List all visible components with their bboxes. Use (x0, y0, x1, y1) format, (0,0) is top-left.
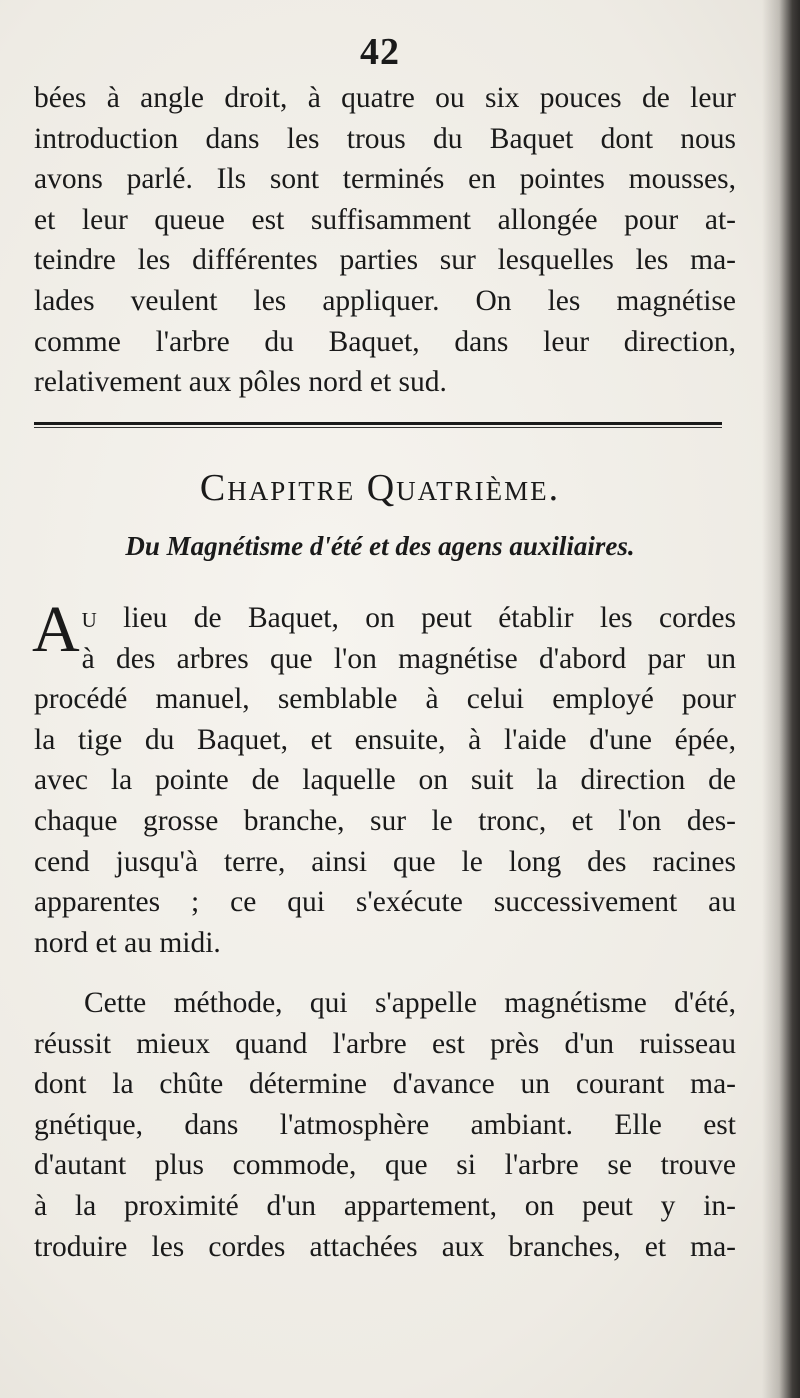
text-line: cend jusqu'à terre, ainsi que le long des racines (34, 845, 736, 878)
text-line: la tige du Baquet, et ensuite, à l'aide d'une épée, (34, 723, 736, 756)
top-paragraph (34, 78, 736, 403)
text-line: procédé manuel, semblable à celui employé pour (34, 683, 736, 716)
text-line: chaque grosse branche, sur le tronc, et l'on des- (34, 804, 736, 837)
chapter-title: Chapitre Quatrième. (199, 467, 561, 509)
binding-shadow (762, 0, 800, 1398)
text-line: comme l'arbre du Baquet, dans leur direction, (34, 325, 736, 358)
text-line: relativement aux pôles nord et sud. (34, 366, 447, 399)
divider-thick-line (34, 422, 722, 425)
text-line: lades veulent les appliquer. On les magnétise (34, 284, 736, 317)
text-line: à la proximité d'un appartement, on peut y in- (34, 1189, 736, 1222)
text-line: à des arbres que l'on magnétise d'abord par un (81, 642, 736, 675)
text-line: teindre les différentes parties sur lesquelles les ma- (34, 244, 736, 277)
text-line-rest: lieu de Baquet, on peut établir les cordes (96, 602, 736, 634)
text-line: troduire les cordes attachées aux branches, et ma- (34, 1230, 736, 1263)
text-line: réussit mieux quand l'arbre est près d'un ruisseau (34, 1027, 736, 1060)
section-divider (34, 419, 722, 431)
text-line: avons parlé. Ils sont terminés en pointes mousses, (34, 163, 736, 196)
text-line: apparentes ; ce qui s'exécute successivement au (34, 886, 736, 919)
divider-thin-line (34, 427, 722, 428)
text-line: gnétique, dans l'atmosphère ambiant. Elle est (34, 1108, 736, 1141)
paragraph-2 (34, 983, 736, 1267)
text-line: avec la pointe de laquelle on suit la direction de (34, 764, 736, 797)
text-line: nord et au midi. (34, 926, 221, 959)
text-line (34, 598, 736, 639)
text-line: Cette méthode, qui s'appelle magnétisme d'été, (84, 987, 736, 1019)
chapter-subtitle: Du Magnétisme d'été et des agens auxiliaires. (125, 531, 635, 561)
text-line: d'autant plus commode, que si l'arbre se trouve (34, 1149, 736, 1182)
text-line: dont la chûte détermine d'avance un courant ma- (34, 1068, 736, 1101)
paragraph-1 (32, 593, 736, 963)
drop-cap: A (32, 593, 80, 666)
page-number: 42 (360, 31, 400, 73)
text-line: introduction dans les trous du Baquet dont nous (34, 122, 736, 155)
text-line: bées à angle droit, à quatre ou six pouces de leur (34, 82, 736, 114)
text-line: et leur queue est suffisamment allongée pour at- (34, 203, 736, 236)
first-word-rest: u (81, 602, 97, 634)
